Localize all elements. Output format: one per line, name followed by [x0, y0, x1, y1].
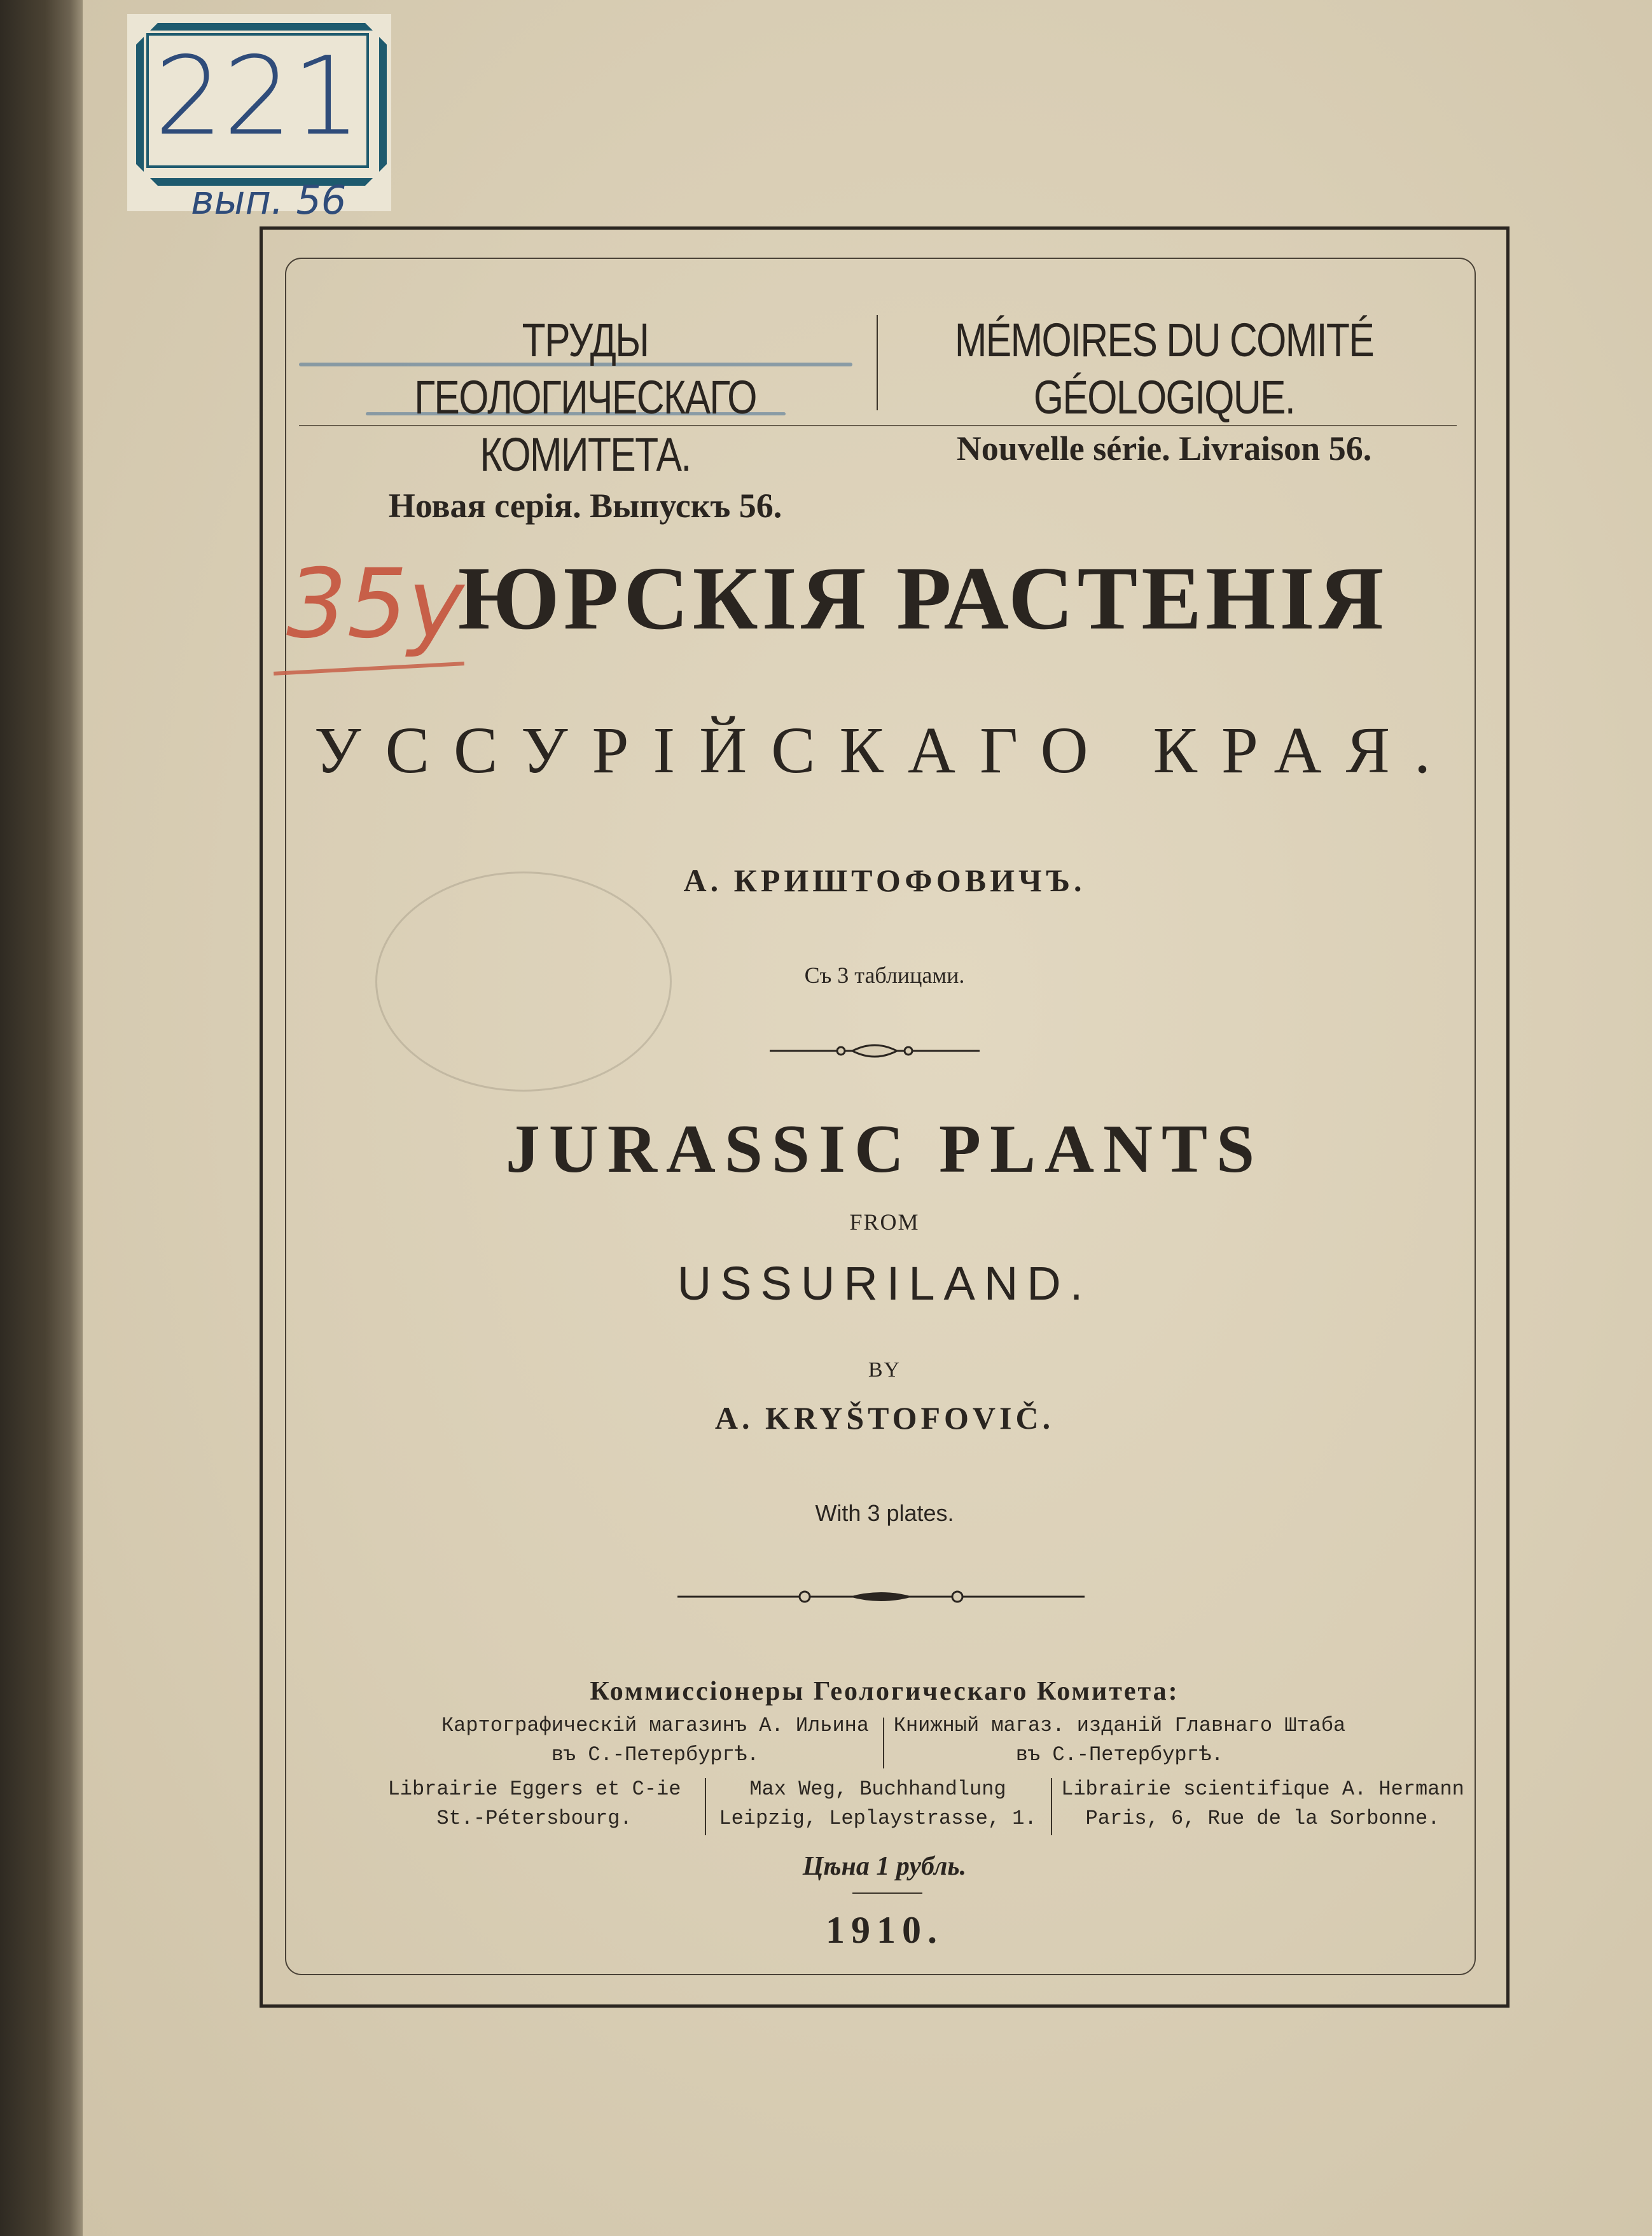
publishers-heading-row: [260, 1676, 1510, 1707]
ornament-divider: [770, 1038, 980, 1064]
series-title-ru: ТРУДЫ ГЕОЛОГИЧЕСКАГО КОМИТЕТА.: [414, 314, 756, 481]
by-row: [260, 1358, 1510, 1382]
place-row: [260, 1256, 1510, 1310]
publisher-line: въ С.-Петербургѣ.: [1015, 1743, 1224, 1767]
book-spine: [0, 0, 83, 2236]
publisher-line: Книжный магаз. изданій Главнаго Штаба: [893, 1714, 1346, 1737]
publisher-line: Librairie Eggers et C-ie: [387, 1777, 681, 1801]
publisher-line: Leipzig, Leplaystrasse, 1.: [719, 1807, 1037, 1830]
plates-ru-row: [260, 962, 1510, 989]
publisher-divider: [705, 1778, 706, 1835]
author-en-row: [260, 1399, 1510, 1436]
publisher-ilyin: [439, 1711, 871, 1770]
author-ru: А. КРИШТОФОВИЧЪ.: [683, 863, 1086, 898]
plates-en-row: [260, 1500, 1510, 1527]
title-en: JURASSIC PLANTS: [505, 1111, 1264, 1187]
price-rule: [852, 1892, 922, 1894]
author-en: A. KRYŠTOFOVIČ.: [714, 1400, 1055, 1436]
publisher-line: Max Weg, Buchhandlung: [749, 1777, 1006, 1801]
publisher-line: Paris, 6, Rue de la Sorbonne.: [1085, 1807, 1440, 1830]
from-label: FROM: [849, 1209, 920, 1235]
header-left: [299, 312, 871, 528]
header-rule: [299, 425, 1457, 426]
sticker-number: 221: [154, 34, 361, 160]
price-row: [260, 1851, 1510, 1882]
publisher-divider: [883, 1718, 884, 1768]
year: 1910.: [826, 1909, 943, 1951]
plates-ru: Съ 3 таблицами.: [804, 962, 965, 988]
series-sub-ru: Новая серія. Выпускъ 56.: [388, 487, 782, 525]
library-sticker: [127, 14, 391, 223]
title-en-row: [260, 1110, 1510, 1189]
subtitle-ru: УССУРІЙСКАГО КРАЯ.: [314, 714, 1455, 787]
publisher-hermann: [1056, 1775, 1469, 1833]
price: Цѣна 1 рубль.: [802, 1852, 967, 1881]
publisher-weg: [712, 1775, 1043, 1833]
header-right: [878, 312, 1450, 471]
publisher-divider: [1051, 1778, 1052, 1835]
publisher-line: въ С.-Петербургѣ.: [551, 1743, 760, 1767]
publisher-eggers: [375, 1775, 693, 1833]
subtitle-ru-row: [260, 709, 1510, 792]
year-row: [260, 1908, 1510, 1952]
sticker-issue: вып. 56: [191, 177, 347, 223]
publisher-line: Librairie scientifique A. Hermann: [1061, 1777, 1464, 1801]
publisher-line: Картографическій магазинъ А. Ильина: [441, 1714, 870, 1737]
ornament-divider-2: [677, 1584, 1085, 1609]
series-title-fr: MÉMOIRES DU COMITÉ GÉOLOGIQUE.: [954, 314, 1374, 424]
title-ru-row: [260, 544, 1510, 652]
publishers-heading: Коммиссіонеры Геологическаго Комитета:: [590, 1677, 1179, 1706]
handwritten-note: 35y: [286, 549, 464, 660]
by-label: BY: [868, 1358, 901, 1382]
from-row: [260, 1209, 1510, 1235]
author-ru-row: [260, 862, 1510, 899]
place-en: USSURILAND.: [677, 1257, 1092, 1310]
series-sub-fr: Nouvelle série. Livraison 56.: [956, 429, 1372, 468]
publisher-line: St.-Pétersbourg.: [436, 1807, 632, 1830]
title-ru: ЮРСКІЯ РАСТЕНІЯ: [457, 548, 1388, 648]
plates-en: With 3 plates.: [815, 1500, 954, 1526]
publisher-shtab: [891, 1711, 1349, 1770]
